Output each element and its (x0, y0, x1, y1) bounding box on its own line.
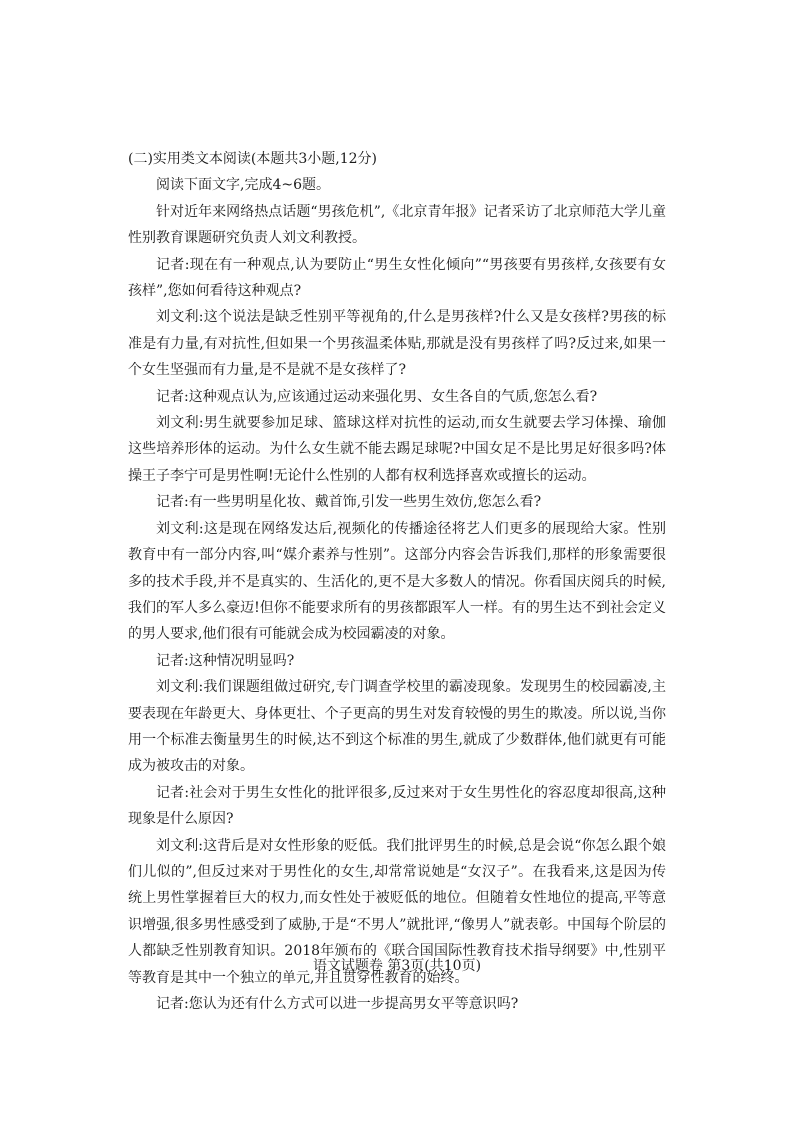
section-title: (二)实用类文本阅读(本题共3小题,12分) (128, 151, 378, 167)
answer-paragraph: 刘文利:我们课题组做过研究,专门调查学校里的霸凌现象。发现男生的校园霸凌,主要表现在年龄更大、身体更壮、个子更高的男生对发育较慢的男生的欺凌。所以说,当你用一个标准去衡量男生的时候,达不到这个标准的男生,就成了少数群体,他们就更有可能成为被攻击的对象。 (128, 679, 666, 775)
answer-paragraph: 刘文利:这背后是对女性形象的贬低。我们批评男生的时候,总是会说“你怎么跟个娘们儿似的”,但反过来对于男性化的女生,却常常说她是“女汉子”。在我看来,这是因为传统上男性掌握着巨大的权力,而女性处于被贬低的地位。但随着女性地位的提高,平等意识增强,很多男性感受到了威胁,于是“不男人”就批评,“像男人”就表彰。中国每个阶层的人都缺乏性别教育知识。2018年颁布的《联合国国际性教育技术指导纲要》中,性别平等教育是其中一个独立的单元,并且贯穿性教育的始终。 (128, 837, 666, 986)
reading-instruction: 阅读下面文字,完成4~6题。 (156, 177, 330, 194)
intro-paragraph: 针对近年来网络热点话题“男孩危机”,《北京青年报》记者采访了北京师范大学儿童性别教育课题研究负责人刘文利教授。 (128, 203, 666, 247)
answer-paragraph: 刘文利:这个说法是缺乏性别平等视角的,什么是男孩样?什么又是女孩样?男孩的标准是有力量,有对抗性,但如果一个男孩温柔体贴,那就是没有男孩样了吗?反过来,如果一个女生坚强而有力量,是不是就不是女孩样了? (128, 309, 666, 379)
question-paragraph: 记者:有一些男明星化妆、戴首饰,引发一些男生效仿,您怎么看? (156, 494, 542, 511)
question-paragraph: 记者:现在有一种观点,认为要防止“男生女性化倾向”“男孩要有男孩样,女孩要有女孩样”,您如何看待这种观点? (128, 256, 666, 300)
question-paragraph: 记者:这种观点认为,应该通过运动来强化男、女生各自的气质,您怎么看? (156, 388, 598, 405)
answer-paragraph: 刘文利:男生就要参加足球、篮球这样对抗性的运动,而女生就要去学习体操、瑜伽这些培养形体的运动。为什么女生就不能去踢足球呢?中国女足不是比男足好很多吗?体操王子李宁可是男性啊!无论什么性别的人都有权利选择喜欢或擅长的运动。 (128, 415, 666, 484)
answer-paragraph: 刘文利:这是现在网络发达后,视频化的传播途径将艺人们更多的展现给大家。性别教育中有一部分内容,叫“媒介素养与性别”。这部分内容会告诉我们,那样的形象需要很多的技术手段,并不是真实的、生活化的,更不是大多数人的情况。你看国庆阅兵的时候,我们的军人多么豪迈!但你不能要求所有的男孩都跟军人一样。有的男生达不到社会定义的男人要求,他们很有可能就会成为校园霸凌的对象。 (128, 520, 666, 643)
page-footer: 语文试题卷 第3页(共10页) (312, 958, 482, 974)
question-paragraph: 记者:这种情况明显吗? (156, 652, 295, 669)
question-paragraph: 记者:您认为还有什么方式可以进一步提高男女平等意识吗? (156, 996, 519, 1012)
reading-passage (128, 146, 666, 1017)
question-paragraph: 记者:社会对于男生女性化的批评很多,反过来对于女生男性化的容忍度却很高,这种现象是什么原因? (128, 784, 666, 828)
